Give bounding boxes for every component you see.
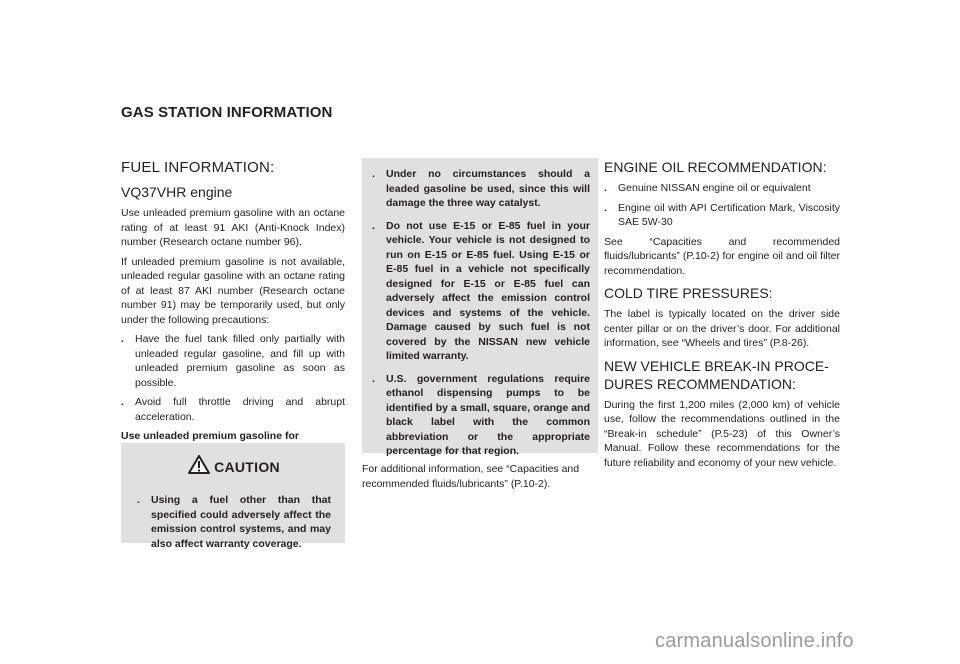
premium-note: Use unleaded premium gasoline for bbox=[121, 430, 299, 442]
fuel-information-section bbox=[121, 158, 345, 463]
fuel-heading: FUEL INFORMATION: bbox=[121, 159, 275, 176]
break-in-heading-line2: DURES RECOMMENDATION: bbox=[604, 375, 796, 392]
engine-subheading: VQ37VHR engine bbox=[121, 184, 233, 200]
cold-tire-heading: COLD TIRE PRESSURES: bbox=[604, 285, 773, 301]
fuel-warnings-box bbox=[362, 158, 598, 457]
list-item bbox=[372, 372, 590, 459]
break-in-paragraph: During the first 1,200 miles (2,000 km) of vehicle use, follow the recommendations outlined in the “Break-in schedule” (P.5-23) of this Owner’s Manual. Follow these recommendations for the future reliability and economy of your new vehicle. bbox=[604, 398, 840, 469]
bullet-glyph: . bbox=[372, 372, 375, 385]
list-item-text: Genuine NISSAN engine oil or equivalent bbox=[618, 182, 811, 194]
list-item bbox=[121, 332, 345, 390]
list-item bbox=[137, 493, 331, 551]
list-item-text: Do not use E-15 or E-85 fuel in your vehicle. Your vehicle is not designed to run on E-15 or E-85 fuel. Using E-15 or E-85 fuel in a vehicle not specifically designed for E-15 or E-85 fuel can adversely affect the emission control devices and systems of the vehicle. Damage caused by such fuel is not covered by the NISSAN new vehicle limited warranty. bbox=[386, 219, 590, 362]
engine-oil-heading: ENGINE OIL RECOMMENDATION: bbox=[604, 159, 827, 175]
break-in-heading-line1: NEW VEHICLE BREAK-IN PROCE- bbox=[604, 357, 829, 374]
list-item bbox=[372, 167, 590, 211]
bullet-glyph: . bbox=[121, 396, 124, 408]
caution-header bbox=[137, 455, 331, 479]
engine-oil-paragraph: See “Capacities and recommended fluids/lubricants” (P.10-2) for engine oil and oil filter recommendation. bbox=[604, 235, 840, 277]
list-item bbox=[604, 181, 840, 196]
bullet-glyph: . bbox=[604, 201, 607, 214]
list-item-text: Avoid full throttle driving and abrupt acceleration. bbox=[135, 396, 345, 423]
list-item-text: Under no circumstances should a leaded gasoline be used, since this will damage the three way catalyst. bbox=[386, 168, 590, 209]
list-item-text: Have the fuel tank filled only partially with unleaded regular gasoline, and fill up with unleaded premium gasoline as soon as possible. bbox=[135, 333, 345, 389]
bullet-glyph: . bbox=[372, 219, 375, 232]
list-item-text: Engine oil with API Certification Mark, Viscosity SAE 5W-30 bbox=[618, 201, 840, 228]
additional-info-text: For additional information, see “Capacities and recommended fluids/lubricants” (P.10-2). bbox=[362, 463, 580, 490]
caution-label: CAUTION bbox=[214, 459, 280, 475]
bullet-glyph: . bbox=[604, 182, 607, 194]
list-item-text: Using a fuel other than that specified could adversely affect the emission control systems, and may also affect warranty coverage. bbox=[151, 494, 331, 550]
section-title: GAS STATION INFORMATION bbox=[121, 104, 333, 121]
warning-triangle-icon bbox=[188, 455, 210, 479]
bullet-glyph: . bbox=[121, 333, 124, 345]
additional-info bbox=[362, 462, 598, 496]
list-item bbox=[604, 201, 840, 230]
right-column bbox=[604, 158, 840, 475]
watermark: carmanualsonline.info bbox=[655, 630, 854, 652]
bullet-glyph: . bbox=[137, 494, 140, 506]
bullet-glyph: . bbox=[372, 168, 375, 180]
regular-gasoline-paragraph: If unleaded premium gasoline is not available, unleaded regular gasoline with an octane rating of at least 87 AKI number (Research octane number 91) may be temporarily used, but only under the following precautions: bbox=[121, 255, 345, 326]
list-item bbox=[372, 219, 590, 364]
list-item bbox=[121, 395, 345, 424]
cold-tire-paragraph: The label is typically located on the driver side center pillar or on the driver’s door. For additional information, see “Wheels and tires” (P.8-26). bbox=[604, 308, 840, 349]
list-item-text: U.S. government regulations require ethanol dispensing pumps to be identified by a small, square, orange and black label with the common abbreviation or the appropriate percentage for that region. bbox=[386, 372, 590, 457]
caution-box bbox=[121, 443, 345, 550]
octane-paragraph: Use unleaded premium gasoline with an octane rating of at least 91 AKI (Anti-Knock Index) number (Research octane number 96). bbox=[121, 207, 345, 248]
